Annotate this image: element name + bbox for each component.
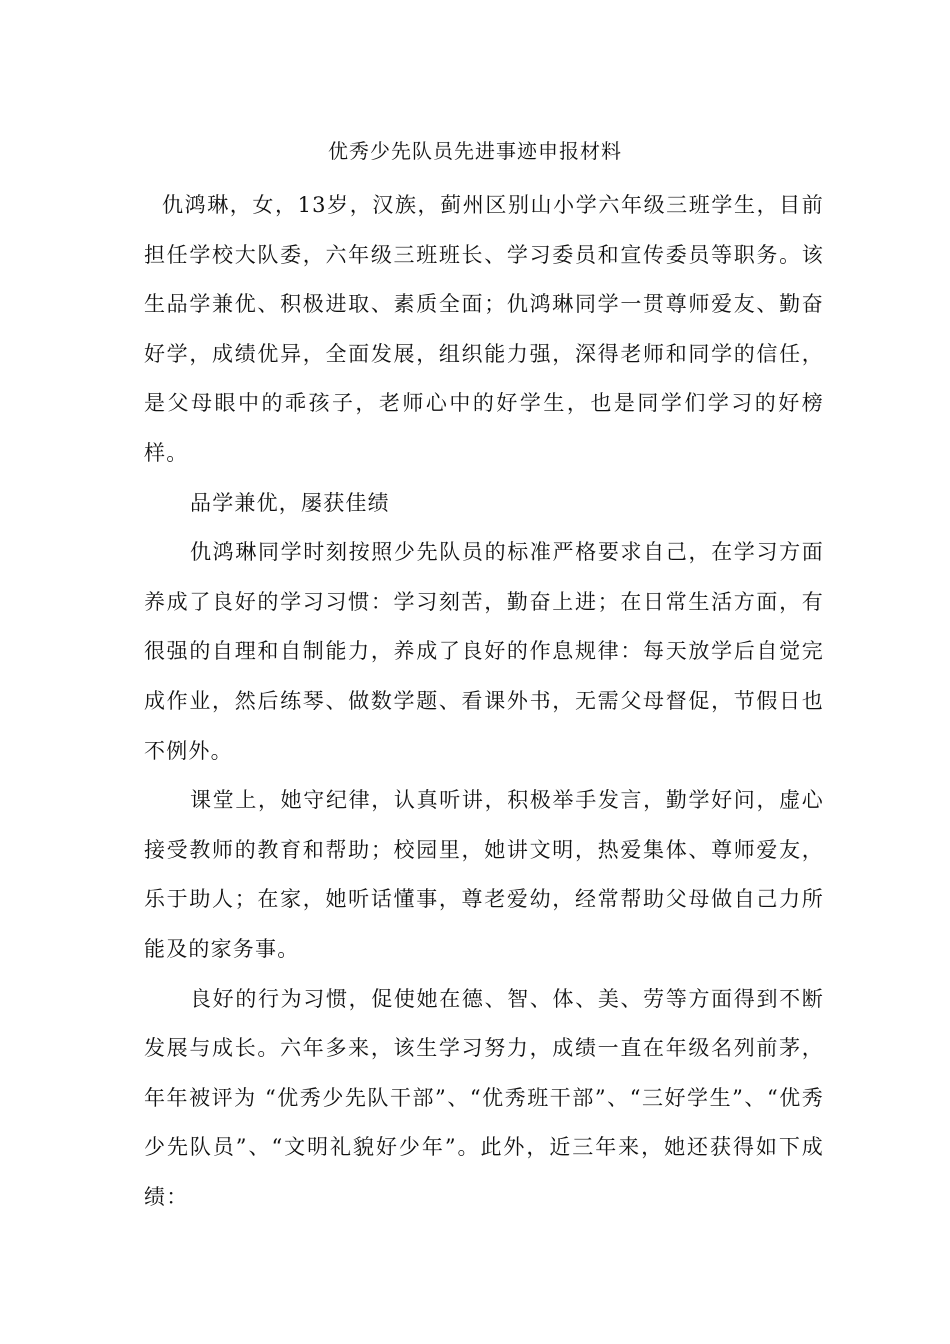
section-heading: 品学兼优，屡获佳绩 — [190, 490, 390, 515]
document-title: 优秀少先队员先进事迹申报材料 — [328, 139, 622, 163]
paragraph-achievements: 良好的行为习惯，促使她在德、智、体、美、劳等方面得到不断发展与成长。六年多来，该生学习努力，成绩一直在年级名列前茅，年年被评为 “优秀少先队干部”、“优秀班干部”、“三好学生”、“优秀少先队员”、“文明礼貌好少年”。此外，近三年来，她还获得如下成绩： — [144, 986, 824, 1209]
paragraph-study-habits: 仇鸿琳同学时刻按照少先队员的标准严格要求自己，在学习方面养成了良好的学习习惯：学习刻苦，勤奋上进；在日常生活方面，有很强的自理和自制能力，养成了良好的作息规律：每天放学后自觉完成作业，然后练琴、做数学题、看课外书，无需父母督促，节假日也不例外。 — [144, 540, 824, 763]
paragraph-behavior: 课堂上，她守纪律，认真听讲，积极举手发言，勤学好问，虚心接受教师的教育和帮助；校园里，她讲文明，热爱集体、尊师爱友，乐于助人；在家，她听话懂事，尊老爱幼，经常帮助父母做自己力所能及的家务事。 — [144, 788, 824, 961]
document-body — [144, 181, 824, 1222]
paragraph-intro: 仇鸿琳，女，13岁，汉族，蓟州区别山小学六年级三班学生，目前担任学校大队委，六年级三班班长、学习委员和宣传委员等职务。该生品学兼优、积极进取、素质全面；仇鸿琳同学一贯尊师爱友、勤奋好学，成绩优异，全面发展，组织能力强，深得老师和同学的信任，是父母眼中的乖孩子，老师心中的好学生，也是同学们学习的好榜样。 — [144, 193, 824, 465]
